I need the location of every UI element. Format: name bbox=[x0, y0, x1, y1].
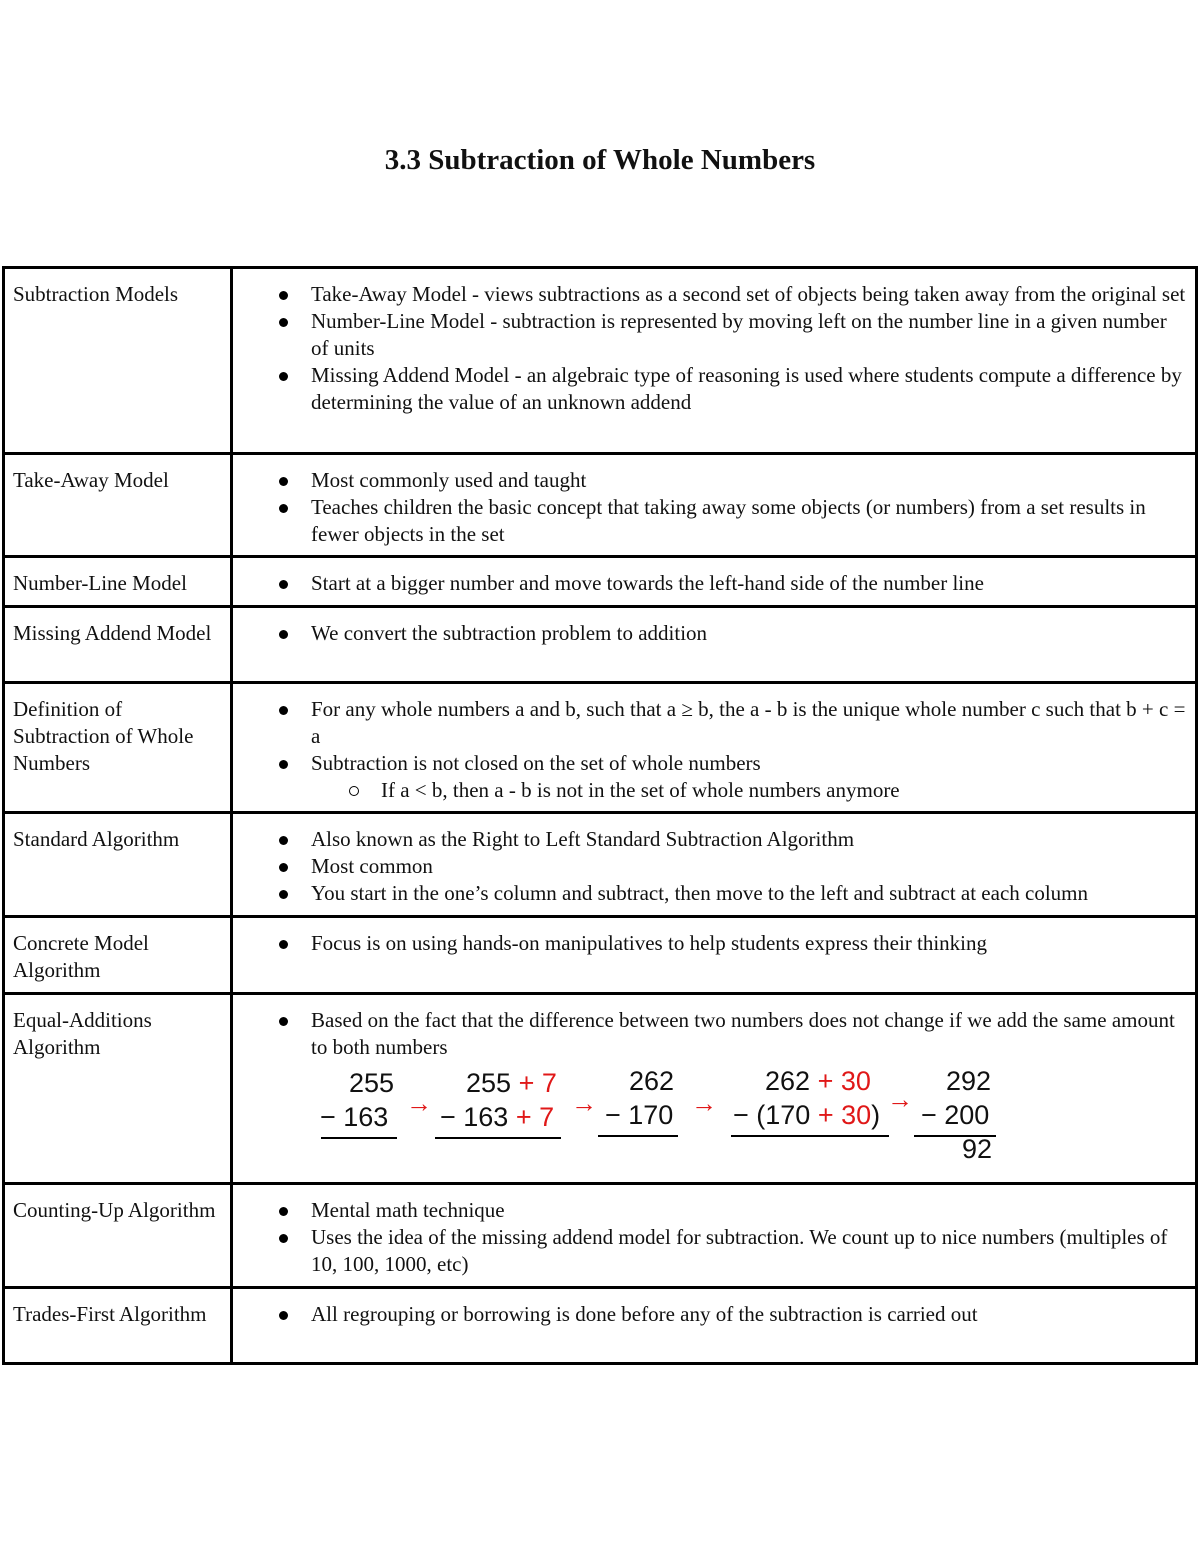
description-cell bbox=[232, 454, 1197, 557]
list-item: All regrouping or borrowing is done before any of the subtraction is carried out bbox=[311, 1301, 1187, 1328]
term-cell: Subtraction Models bbox=[4, 268, 232, 454]
term-cell: Trades-First Algorithm bbox=[4, 1288, 232, 1364]
step4-subtrahend-close: ) bbox=[871, 1100, 881, 1130]
list-item: Mental math technique bbox=[311, 1197, 1187, 1224]
list-item: Number-Line Model - subtraction is represented by moving left on the number line in a given number of units bbox=[311, 308, 1187, 362]
sub-bullet-list bbox=[311, 777, 1187, 804]
table-row bbox=[4, 268, 1197, 454]
list-item: Also known as the Right to Left Standard Subtraction Algorithm bbox=[311, 826, 1187, 853]
list-item: Focus is on using hands-on manipulatives to help students express their thinking bbox=[311, 930, 1187, 957]
bullet-list bbox=[241, 826, 1187, 907]
step1-minuend: 255 bbox=[349, 1068, 395, 1098]
bullet-list bbox=[241, 467, 1187, 548]
bullet-list bbox=[241, 570, 1187, 597]
step2-rule bbox=[435, 1137, 561, 1139]
table-row bbox=[4, 994, 1197, 1184]
step2-minuend-value: 255 bbox=[466, 1068, 512, 1098]
list-item: Most common bbox=[311, 853, 1187, 880]
description-cell bbox=[232, 917, 1197, 994]
notes-table bbox=[2, 266, 1198, 1365]
sub-list-item: If a < b, then a - b is not in the set of whole numbers anymore bbox=[381, 777, 1187, 804]
description-cell bbox=[232, 268, 1197, 454]
table-row bbox=[4, 813, 1197, 917]
step3-minuend: 262 bbox=[629, 1066, 675, 1096]
table-row bbox=[4, 1288, 1197, 1364]
step4-minuend bbox=[765, 1065, 871, 1097]
step4-subtrahend-added: + 30 bbox=[810, 1100, 872, 1130]
term-cell: Standard Algorithm bbox=[4, 813, 232, 917]
step5-difference: 92 bbox=[962, 1134, 993, 1164]
step2-subtrahend-added: + 7 bbox=[508, 1102, 555, 1132]
list-item: Take-Away Model - views subtractions as a second set of objects being taken away from the original set bbox=[311, 282, 1186, 306]
step5-subtrahend: − 200 bbox=[921, 1100, 990, 1130]
table-row bbox=[4, 683, 1197, 813]
list-item bbox=[311, 750, 1187, 804]
list-item: Uses the idea of the missing addend model for subtraction. We count up to nice numbers (multiples of 10, 100, 1000, etc) bbox=[311, 1224, 1187, 1278]
description-cell bbox=[232, 1184, 1197, 1288]
term-cell: Missing Addend Model bbox=[4, 607, 232, 683]
table-row bbox=[4, 1184, 1197, 1288]
list-item: Most commonly used and taught bbox=[311, 467, 1187, 494]
step1-rule bbox=[321, 1137, 397, 1139]
list-item: Start at a bigger number and move towards the left-hand side of the number line bbox=[311, 570, 1187, 597]
step4-subtrahend-open: − (170 bbox=[733, 1100, 811, 1130]
description-cell bbox=[232, 1288, 1197, 1364]
bullet-list bbox=[241, 930, 1187, 957]
step3-subtrahend: − 170 bbox=[605, 1100, 674, 1130]
step4-rule bbox=[731, 1135, 889, 1137]
term-cell: Take-Away Model bbox=[4, 454, 232, 557]
list-item: Teaches children the basic concept that taking away some objects (or numbers) from a set results in fewer objects in the set bbox=[311, 494, 1187, 548]
bullet-list bbox=[241, 1007, 1187, 1061]
bullet-list bbox=[241, 281, 1187, 416]
bullet-list bbox=[241, 1301, 1187, 1328]
step-arrow-icon: → bbox=[691, 1088, 717, 1118]
step2-subtrahend-value: − 163 bbox=[440, 1102, 509, 1132]
step4-subtrahend bbox=[733, 1099, 880, 1131]
description-cell bbox=[232, 994, 1197, 1184]
term-cell: Definition of Subtraction of Whole Numbers bbox=[4, 683, 232, 813]
step4-minuend-added: + 30 bbox=[810, 1066, 871, 1096]
list-item: You start in the one’s column and subtract, then move to the left and subtract at each column bbox=[311, 880, 1187, 907]
term-cell: Concrete Model Algorithm bbox=[4, 917, 232, 994]
list-item: Based on the fact that the difference between two numbers does not change if we add the same amount to both numbers bbox=[311, 1007, 1187, 1061]
step5-minuend: 292 bbox=[946, 1066, 992, 1096]
step-arrow-icon: → bbox=[571, 1088, 597, 1118]
list-item: Missing Addend Model - an algebraic type of reasoning is used where students compute a difference by determining the value of an unknown addend bbox=[311, 362, 1187, 416]
step1-subtrahend: − 163 bbox=[320, 1102, 389, 1132]
bullet-list bbox=[241, 696, 1187, 804]
step2-minuend-added: + 7 bbox=[511, 1068, 557, 1098]
step-arrow-icon: → bbox=[406, 1088, 432, 1118]
list-item-text: Subtraction is not closed on the set of whole numbers bbox=[311, 751, 761, 775]
step3-rule bbox=[598, 1135, 678, 1137]
description-cell bbox=[232, 683, 1197, 813]
step2-subtrahend bbox=[440, 1101, 554, 1133]
bullet-list bbox=[241, 620, 1187, 647]
page-title: 3.3 Subtraction of Whole Numbers bbox=[384, 144, 816, 176]
term-cell: Number-Line Model bbox=[4, 557, 232, 607]
step2-minuend bbox=[466, 1067, 557, 1099]
term-cell: Equal-Additions Algorithm bbox=[4, 994, 232, 1184]
table-row bbox=[4, 454, 1197, 557]
equal-additions-example bbox=[241, 1067, 1187, 1167]
description-cell bbox=[232, 813, 1197, 917]
table-row bbox=[4, 557, 1197, 607]
list-item: We convert the subtraction problem to addition bbox=[311, 620, 1187, 647]
description-cell bbox=[232, 607, 1197, 683]
term-cell: Counting-Up Algorithm bbox=[4, 1184, 232, 1288]
step4-minuend-value: 262 bbox=[765, 1066, 811, 1096]
table-row bbox=[4, 917, 1197, 994]
step-arrow-icon: → bbox=[887, 1084, 913, 1114]
bullet-list bbox=[241, 1197, 1187, 1278]
list-item: For any whole numbers a and b, such that a ≥ b, the a - b is the unique whole number c such that b + c = a bbox=[311, 697, 1186, 748]
table-row bbox=[4, 607, 1197, 683]
description-cell bbox=[232, 557, 1197, 607]
